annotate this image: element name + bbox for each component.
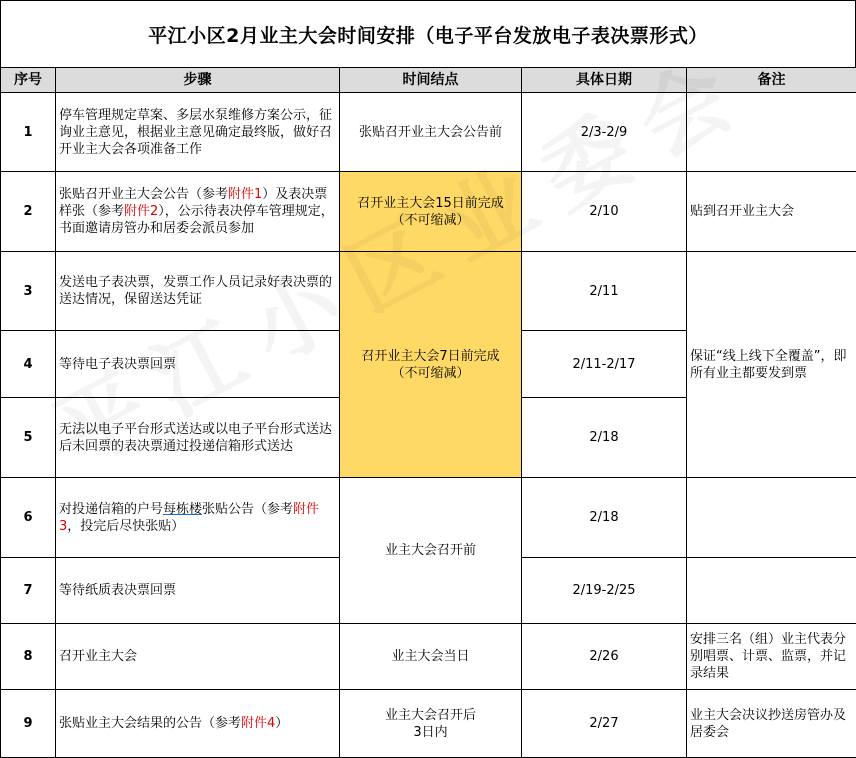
row-date: 2/18	[522, 398, 687, 478]
attachment-link[interactable]: 附件4	[241, 716, 275, 731]
row-seq: 5	[1, 398, 56, 478]
row-seq: 2	[1, 172, 56, 252]
row-note: 保证“线上线下全覆盖”，即所有业主都要发到票	[687, 252, 856, 478]
time-node: 业主大会召开前	[340, 478, 522, 624]
row-seq: 4	[1, 331, 56, 398]
table-row	[1, 93, 856, 172]
row-note: 业主大会决议抄送房管办及居委会	[687, 690, 856, 758]
row-step: 张贴业主大会结果的公告（参考附件4）	[56, 690, 340, 758]
row-seq: 7	[1, 558, 56, 624]
table-row	[1, 690, 856, 758]
row-step: 停车管理规定草案、多层水泵维修方案公示，征询业主意见，根据业主意见确定最终版，做好召开业主大会各项准备工作	[56, 93, 340, 172]
row-step: 张贴召开业主大会公告（参考附件1）及表决票样张（参考附件2），公示待表决停车管理规定，书面邀请房管办和居委会派员参加	[56, 172, 340, 252]
time-node: 业主大会召开后 3日内	[340, 690, 522, 758]
attachment-link[interactable]: 附件3	[59, 502, 319, 534]
row-note: 贴到召开业主大会	[687, 172, 856, 252]
time-node: 业主大会当日	[340, 624, 522, 690]
row-date: 2/10	[522, 172, 687, 252]
row-date: 2/11	[522, 252, 687, 331]
schedule-table	[0, 67, 856, 758]
table-row	[1, 624, 856, 690]
table-row	[1, 252, 856, 331]
row-note	[687, 478, 856, 558]
row-date: 2/27	[522, 690, 687, 758]
row-note	[687, 558, 856, 624]
header-row	[1, 68, 856, 93]
row-step: 等待电子表决票回票	[56, 331, 340, 398]
header-date: 具体日期	[522, 68, 687, 93]
page-title: 平江小区2月业主大会时间安排（电子平台发放电子表决票形式）	[0, 0, 856, 68]
row-seq: 8	[1, 624, 56, 690]
row-step: 等待纸质表决票回票	[56, 558, 340, 624]
row-seq: 9	[1, 690, 56, 758]
row-date: 2/18	[522, 478, 687, 558]
row-seq: 1	[1, 93, 56, 172]
row-date: 2/3-2/9	[522, 93, 687, 172]
header-node: 时间结点	[340, 68, 522, 93]
header-step: 步骤	[56, 68, 340, 93]
row-date: 2/11-2/17	[522, 331, 687, 398]
row-date: 2/26	[522, 624, 687, 690]
header-seq: 序号	[1, 68, 56, 93]
row-step: 对投递信箱的户号每栋楼张贴公告（参考附件3，投完后尽快张贴）	[56, 478, 340, 558]
table-row	[1, 172, 856, 252]
time-node: 召开业主大会15日前完成 （不可缩减）	[340, 172, 522, 252]
row-seq: 3	[1, 252, 56, 331]
row-note: 安排三名（组）业主代表分别唱票、计票、监票，并记录结果	[687, 624, 856, 690]
row-note	[687, 93, 856, 172]
table-row	[1, 478, 856, 558]
time-node: 张贴召开业主大会公告前	[340, 93, 522, 172]
row-step: 发送电子表决票，发票工作人员记录好表决票的送达情况，保留送达凭证	[56, 252, 340, 331]
row-step: 召开业主大会	[56, 624, 340, 690]
time-node: 召开业主大会7日前完成 （不可缩减）	[340, 252, 522, 478]
attachment-link[interactable]: 附件2	[124, 204, 158, 219]
row-step: 无法以电子平台形式送达或以电子平台形式送达后未回票的表决票通过投递信箱形式送达	[56, 398, 340, 478]
row-date: 2/19-2/25	[522, 558, 687, 624]
row-seq: 6	[1, 478, 56, 558]
attachment-link[interactable]: 附件1	[228, 187, 262, 202]
header-note: 备注	[687, 68, 856, 93]
